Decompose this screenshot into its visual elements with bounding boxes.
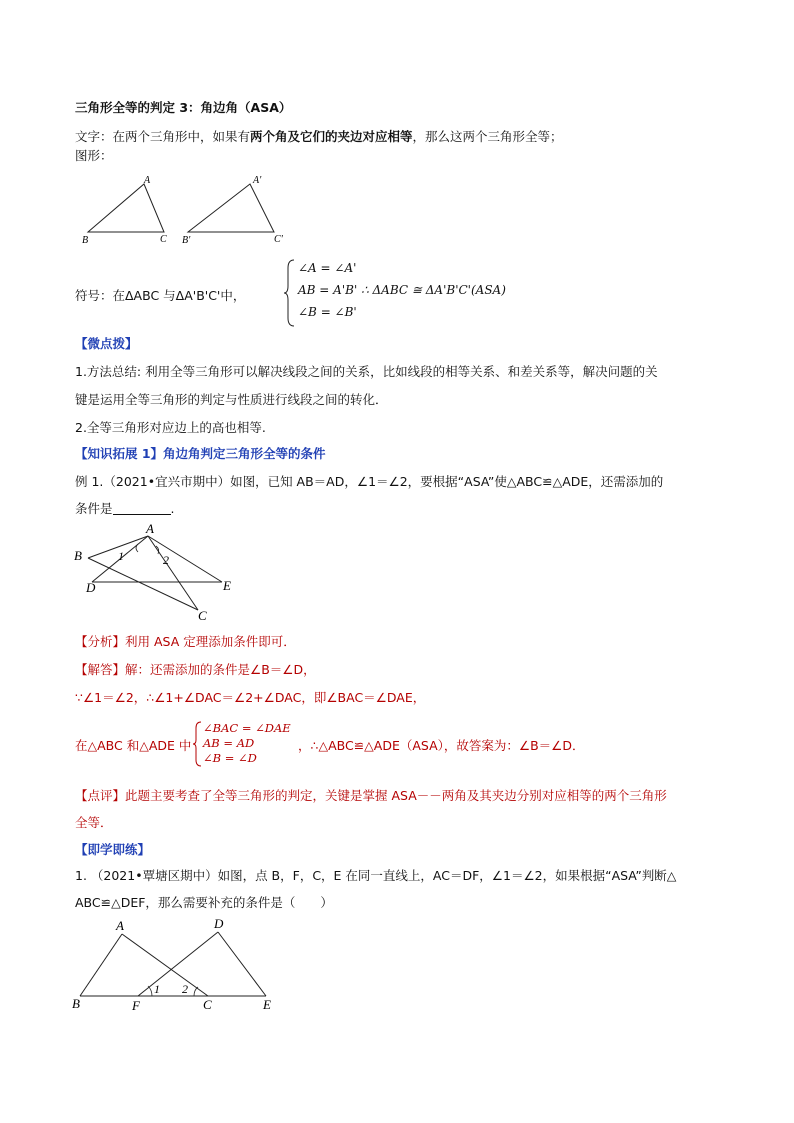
practice-header: 【即学即练】 [75, 842, 151, 857]
example-1-line-b [75, 499, 175, 517]
q1-label-c: C [203, 997, 212, 1012]
q1-label-b: B [72, 996, 80, 1011]
q1-label-a: A [116, 918, 124, 933]
symbol-row-2: AB = A'B' ∴ ΔABC ≅ ΔA'B'C'(ASA) [298, 283, 506, 297]
answer-blank [113, 502, 171, 515]
analysis: 【分析】利用 ASA 定理添加条件即可． [75, 634, 296, 649]
text-body-1: 在两个三角形中，如果有 [112, 129, 251, 144]
symbol-intro: 符号：在ΔABC 与ΔA'B'C'中， [75, 288, 246, 303]
text-body-2: ，那么这两个三角形全等； [412, 129, 563, 144]
answer-system [203, 721, 291, 766]
fig1-label-a: A [144, 175, 151, 186]
triangle-figure-pair [78, 170, 308, 249]
answer-line-2: ∵∠1＝∠2，∴∠1+∠DAC＝∠2+∠DAC，即∠BAC＝∠DAE， [75, 690, 426, 705]
text-body-bold: 两个角及它们的夹边对应相等 [250, 129, 413, 144]
tip-header: 【微点拨】 [75, 336, 138, 351]
question-1-svg [70, 914, 290, 1014]
symbol-brace-svg [284, 258, 296, 328]
ex1-label-a: A [146, 522, 154, 536]
ex1-label-e: E [223, 578, 231, 593]
q1-angle-2: 2 [182, 982, 188, 996]
answer-brace-svg [193, 720, 203, 768]
answer-brace [193, 720, 203, 771]
q1-label-d: D [214, 916, 224, 931]
text-label: 文字： [75, 129, 113, 144]
question-1-line-b: ABC≌△DEF，那么需要补充的条件是（ ） [75, 895, 333, 910]
example-1-figure [70, 522, 240, 627]
example-1-svg [70, 522, 240, 624]
answer-line-1: 【解答】解：还需添加的条件是∠B＝∠D， [75, 662, 316, 677]
example-1-line-a: 例 1.（2021•宜兴市期中）如图，已知 AB＝AD，∠1＝∠2，要根据“ASA”使△ABC≌△ADE，还需添加的 [75, 474, 664, 489]
comment-line-2: 全等． [75, 815, 113, 830]
comment-line-1: 【点评】此题主要考查了全等三角形的判定，关键是掌握 ASA－－两角及其夹边分别对应相等的两个三角形 [75, 788, 667, 803]
triangle-figure-svg [78, 170, 308, 246]
text-definition [75, 127, 563, 145]
example-1-period: . [170, 501, 175, 516]
section-title: 三角形全等的判定 3：角边角（ASA） [75, 100, 292, 115]
question-1-figure [70, 914, 290, 1017]
answer-line-3-pre: 在△ABC 和△ADE 中 [75, 738, 192, 753]
extension-header: 【知识拓展 1】角边角判定三角形全等的条件 [75, 446, 326, 461]
symbol-brace [284, 258, 296, 331]
ex1-angle-2: 2 [163, 553, 169, 567]
fig2-label-c: C' [274, 234, 283, 245]
q1-angle-1: 1 [154, 982, 160, 996]
ex1-label-c: C [198, 608, 207, 623]
ex1-angle-1: 1 [118, 549, 124, 563]
fig1-label-b: B [82, 235, 89, 246]
symbol-row-1: ∠A = ∠A' [298, 261, 357, 275]
answer-sys-row-1: ∠BAC = ∠DAE [203, 721, 291, 735]
q1-label-f: F [132, 998, 140, 1013]
symbol-row-3: ∠B = ∠B' [298, 305, 357, 319]
tip-1b: 键是运用全等三角形的判定与性质进行线段之间的转化． [75, 392, 388, 407]
answer-sys-row-3: ∠B = ∠D [203, 751, 257, 765]
tip-1a: 1.方法总结: 利用全等三角形可以解决线段之间的关系，比如线段的相等关系、和差关系等，解决问题的关 [75, 364, 658, 379]
fig1-label-c: C [160, 234, 167, 245]
figure-label: 图形： [75, 148, 113, 163]
ex1-label-d: D [86, 580, 96, 595]
ex1-label-b: B [74, 548, 82, 563]
fig2-label-b: B' [182, 235, 191, 246]
fig2-label-a: A' [253, 175, 262, 186]
symbol-system [298, 257, 506, 323]
question-1-line-a: 1. （2021•覃塘区期中）如图，点 B，F，C，E 在同一直线上，AC＝DF，∠1＝∠2，如果根据“ASA”判断△ [75, 868, 677, 883]
answer-line-3-post: ，∴△ABC≌△ADE（ASA），故答案为：∠B＝∠D． [298, 738, 585, 753]
answer-sys-row-2: AB = AD [203, 736, 255, 750]
example-1-prompt: 条件是 [75, 501, 113, 516]
tip-2: 2.全等三角形对应边上的高也相等. [75, 420, 266, 435]
q1-label-e: E [263, 997, 271, 1012]
